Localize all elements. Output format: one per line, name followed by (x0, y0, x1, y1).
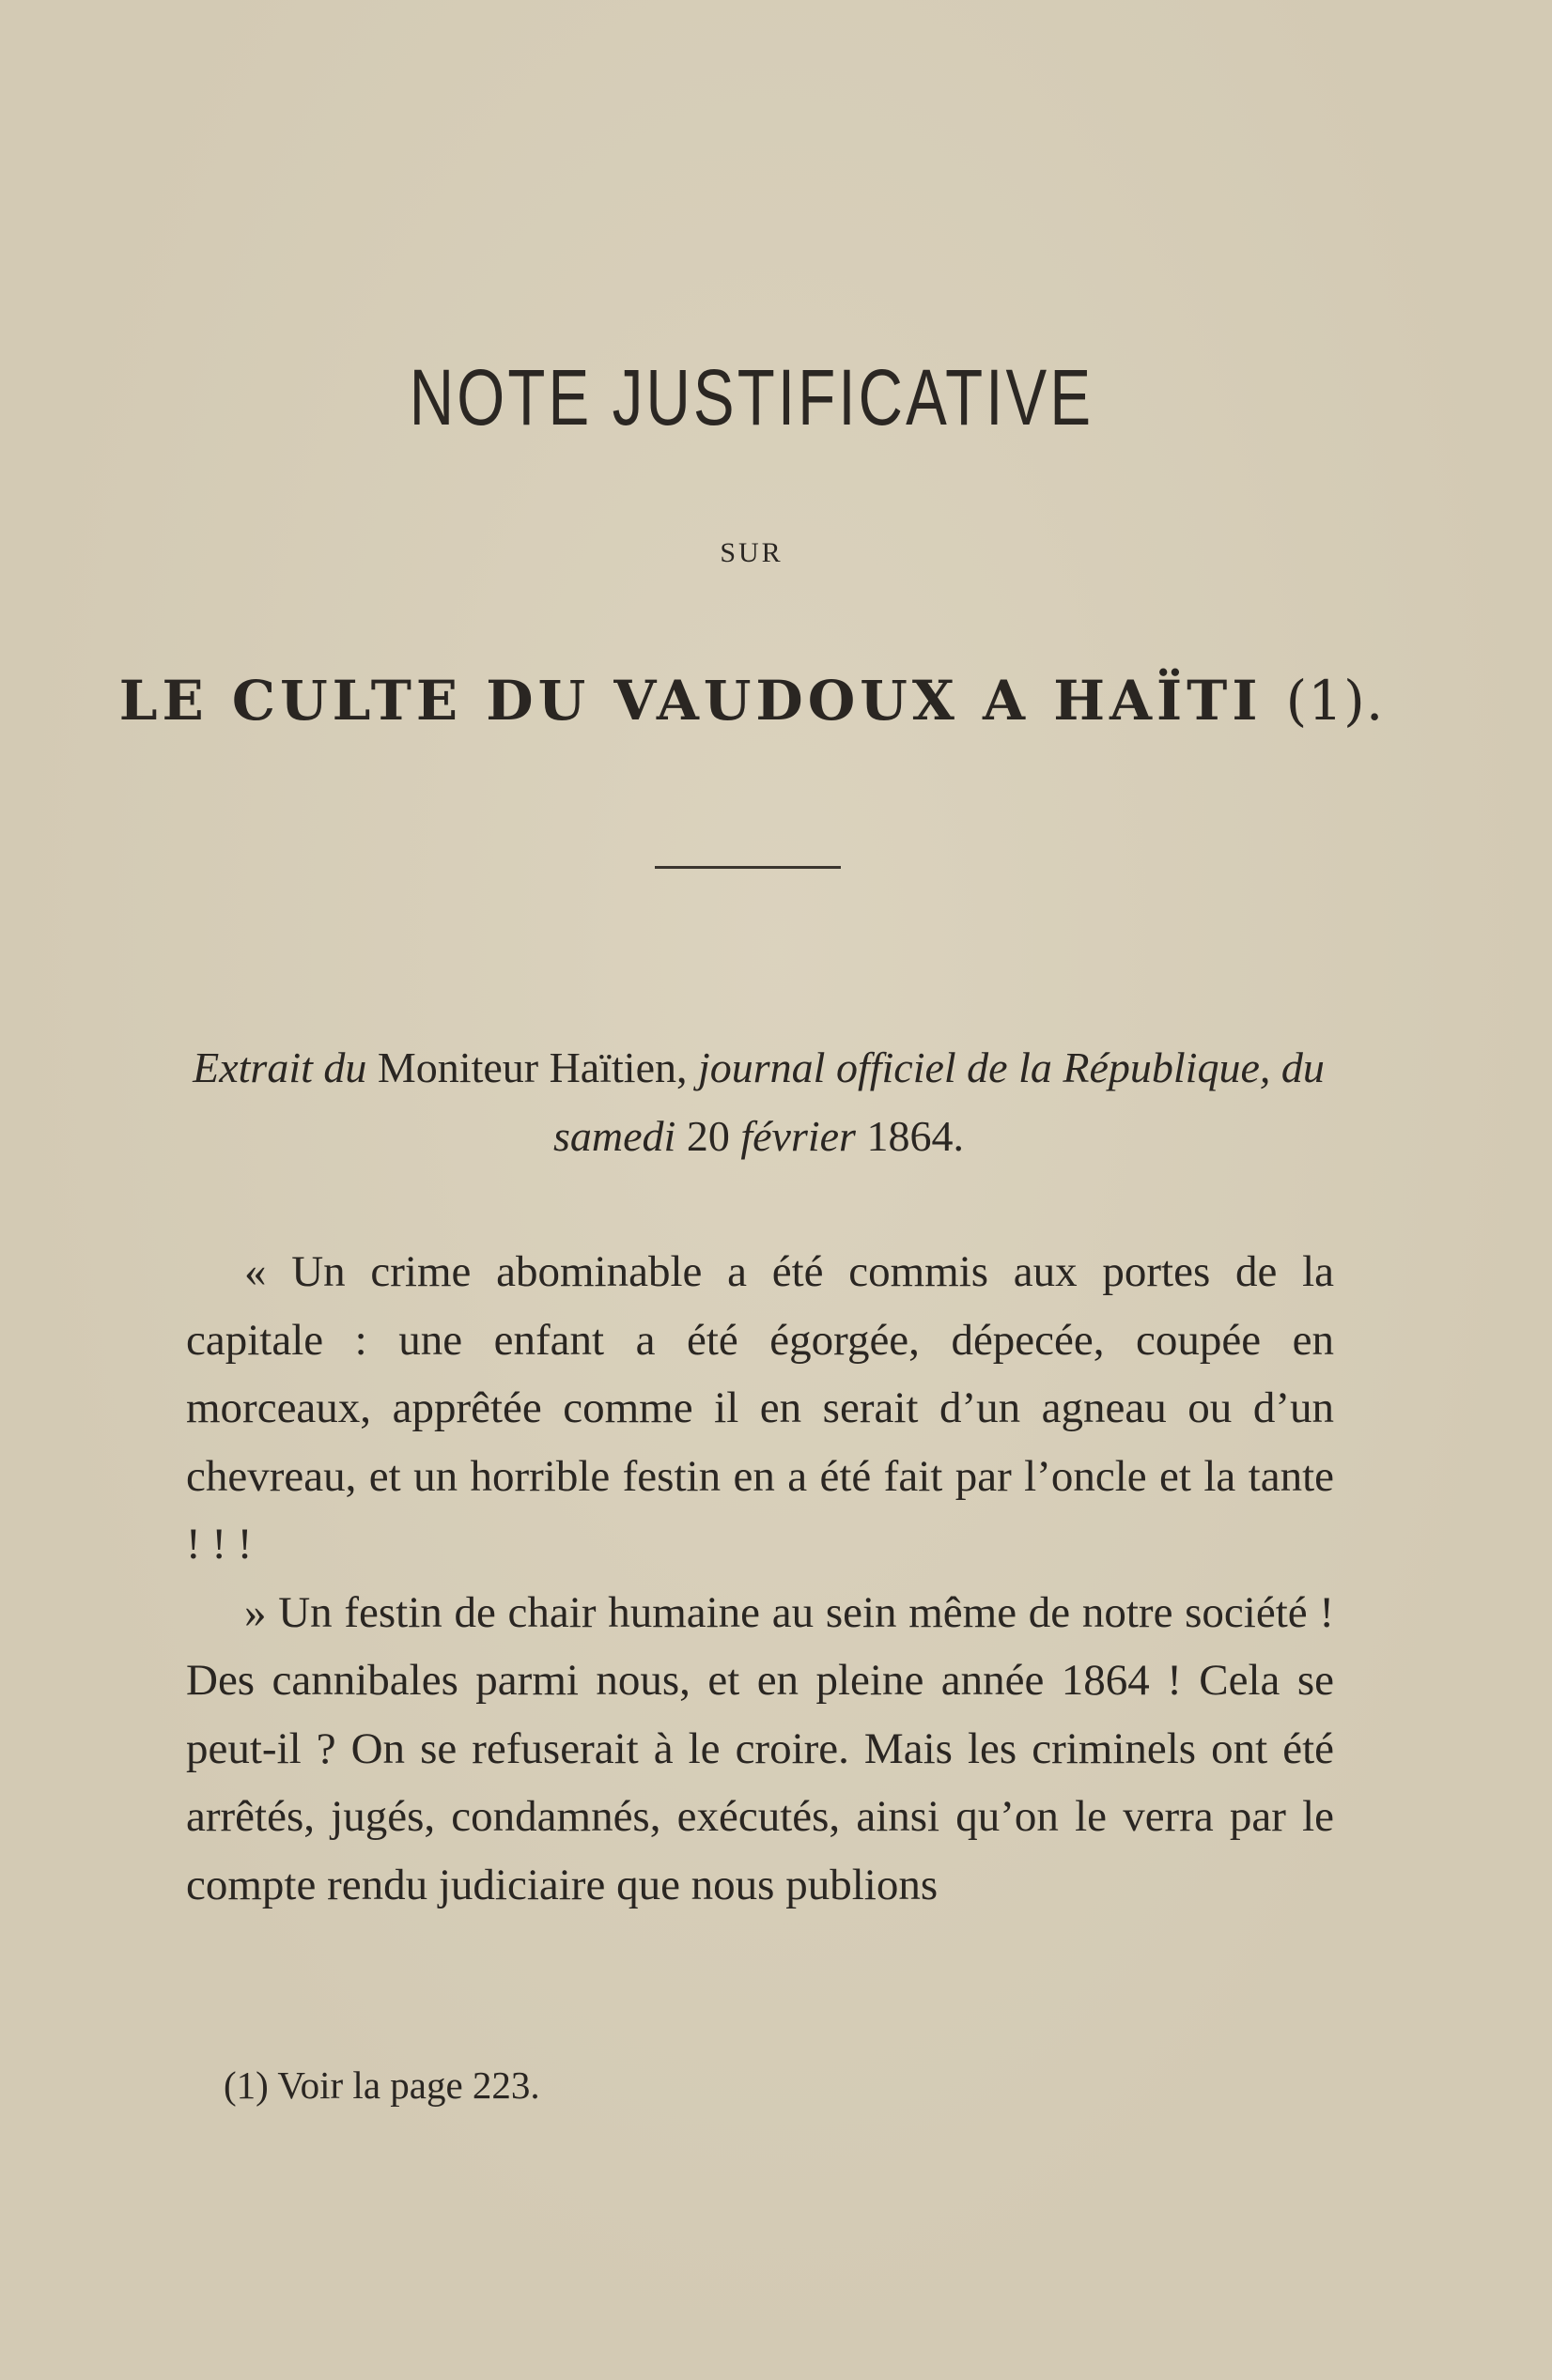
title-connector: SUR (720, 537, 784, 568)
page-title: NOTE JUSTIFICATIVE (409, 353, 1094, 441)
citation-part-1: Extrait du (193, 1043, 367, 1091)
source-citation (183, 1033, 1334, 1170)
section-divider (655, 866, 841, 869)
body-text (186, 1238, 1334, 1919)
footnote: (1) Voir la page 223. (224, 2063, 540, 2107)
paragraph: « Un crime abominable a été commis aux portes de la capitale : une enfant a été égorgée, dépecée, coupée en morceaux, apprêtée comme il en serait d’un agneau ou d’un chevreau, et un horrible festin en a été fait par l’oncle et la tante ! ! ! (186, 1247, 1334, 1569)
citation-part-6: février (740, 1112, 856, 1160)
subtitle-text: LE CULTE DU VAUDOUX A HAÏTI (118, 669, 1263, 733)
page-subtitle (0, 669, 1503, 733)
citation-part-4: du samedi (553, 1043, 1325, 1160)
paragraph: » Un festin de chair humaine au sein même de notre société ! Des cannibales parmi nous, et en pleine année 1864 ! Cela se peut-il ? On se refuserait à le croire. Mais les criminels ont été arrêtés, jugés, condamnés, exécutés, ainsi qu’on le verra par le compte rendu judiciaire que nous publions (186, 1587, 1334, 1909)
citation-part-5: 20 (686, 1112, 730, 1160)
footnote-reference: (1). (1285, 669, 1385, 733)
citation-part-3: journal officiel de la République, (697, 1043, 1271, 1091)
citation-part-7: 1864. (866, 1112, 964, 1160)
citation-part-2: Moniteur Haïtien, (377, 1043, 688, 1091)
